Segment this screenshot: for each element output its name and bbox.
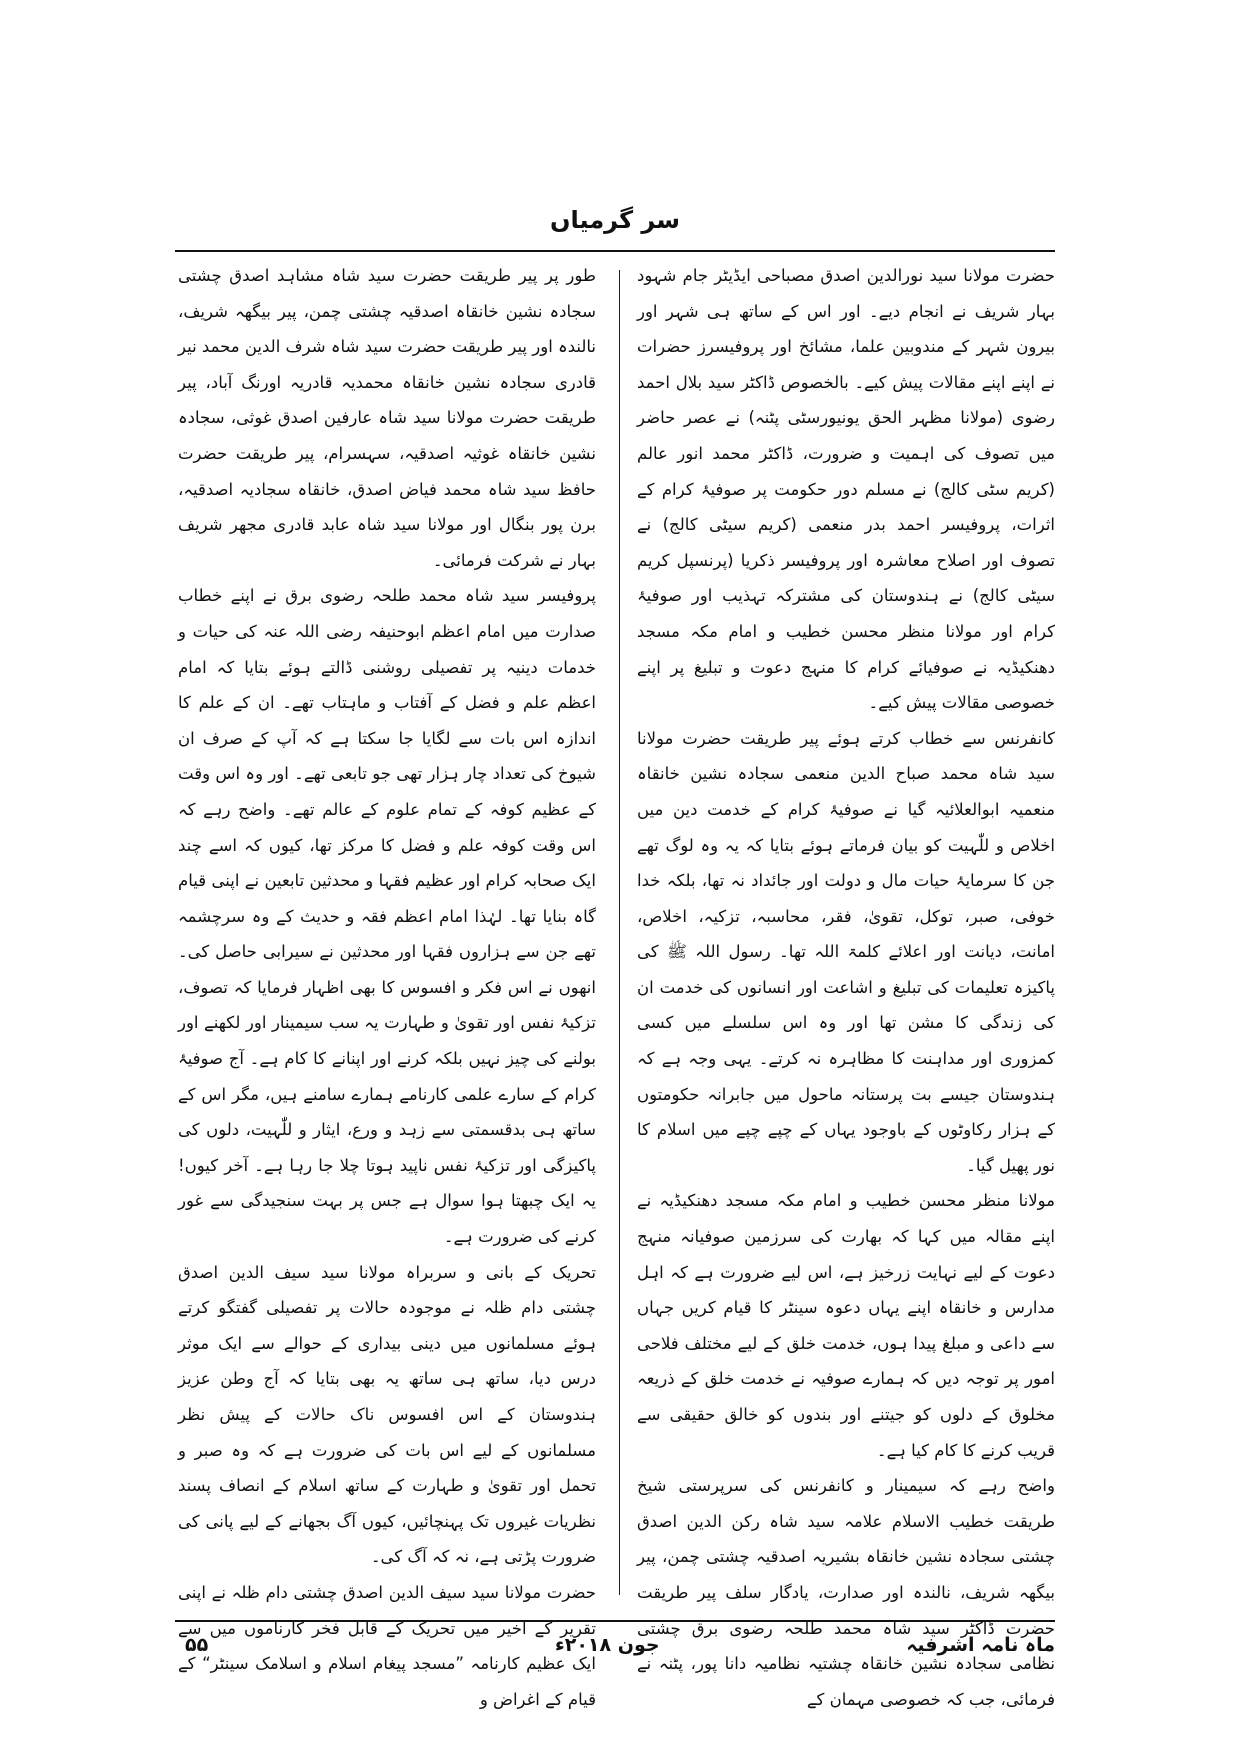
paragraph: پروفیسر سید شاہ محمد طلحہ رضوی برق نے اپنے خطاب صدارت میں امام اعظم ابوحنیفہ رضی اللہ عنہ کی حیات و خدمات دینیہ پر تفصیلی روشنی ڈالتے ہوئے بتایا کہ امام اعظم علم و فضل کے آفتاب و ماہتاب تھے۔ ان کے علم کا اندازہ اس بات سے لگایا جا سکتا ہے کہ آپ کے صرف ان شیوخ کی تعداد چار ہزار تھی جو تابعی تھے۔ اور وہ اس وقت کے عظیم کوفہ کے تمام علوم کے عالم تھے۔ واضح رہے کہ اس وقت کوفہ علم و فضل کا مرکز تھا، کیوں کہ اسے چند ایک صحابہ کرام اور عظیم فقہا و محدثین تابعین نے اپنی قیام گاہ بنایا تھا۔ لہٰذا امام اعظم فقہ و حدیث کے وہ سرچشمہ تھے جن سے ہزاروں فقہا اور محدثین نے سیرابی حاصل کی۔ انھوں نے اس فکر و افسوس کا بھی اظہار فرمایا کہ تصوف، تزکیۂ نفس اور تقویٰ و طہارت یہ سب سیمینار اور لکھنے اور بولنے کی چیز نہیں بلکہ کرنے اور اپنانے کا کام ہے۔ آج صوفیۂ کرام کے سارے علمی کارنامے ہمارے سامنے ہیں، مگر اس کے ساتھ ہی بدقسمتی سے زہد و ورع، ایثار و للّٰہیت، دلوں کی پاکیزگی اور تزکیۂ نفس ناپید ہوتا چلا جا رہا ہے۔ آخر کیوں! یہ ایک چبھتا ہوا سوال ہے جس پر بہت سنجیدگی سے غور کرنے کی ضرورت ہے۔ xyxy=(178,586,596,1247)
paragraph: حضرت مولانا سید سیف الدین اصدق چشتی دام ظلہ نے اپنی تقریر کے اخیر میں تحریک کے قابل فخر کارناموں میں سے ایک عظیم کارنامہ ”مسجد پیغام اسلام و اسلامک سینٹر“ کے قیام کے اغراض و xyxy=(178,1582,596,1709)
column-divider xyxy=(619,270,620,1595)
paragraph: تحریک کے بانی و سربراہ مولانا سید سیف الدین اصدق چشتی دام ظلہ نے موجودہ حالات پر تفصیلی گفتگو کرتے ہوئے مسلمانوں میں دینی بیداری کے حوالے سے ایک موثر درس دیا، ساتھ ہی ساتھ یہ بھی بتایا کہ آج وطن عزیز ہندوستان کے اس افسوس ناک حالات کے پیش نظر مسلمانوں کے لیے اس بات کی ضرورت ہے کہ وہ صبر و تحمل اور تقویٰ و طہارت کے ساتھ اسلام کے انصاف پسند نظریات غیروں تک پہنچائیں، کیوں آگ بجھانے کے لیے پانی کی ضرورت پڑتی ہے، نہ کہ آگ کی۔ xyxy=(178,1262,596,1567)
page-number: ۵۵ xyxy=(185,1634,209,1656)
magazine-name: ماہ نامہ اشرفیہ xyxy=(906,1634,1055,1656)
page-footer xyxy=(175,1620,1055,1670)
paragraph: کانفرنس سے خطاب کرتے ہوئے پیر طریقت حضرت مولانا سید شاہ محمد صباح الدین منعمی سجادہ نشین خانقاہ منعمیہ ابوالعلائیہ گیا نے صوفیۂ کرام کے خدمت دین میں اخلاص و للّٰہیت کو بیان فرماتے ہوئے بتایا کہ یہ وہ لوگ تھے جن کا سرمایۂ حیات مال و دولت اور جائداد نہ تھا، بلکہ خدا خوفی، صبر، توکل، تقویٰ، فقر، محاسبہ، تزکیہ، اخلاص، امانت، دیانت اور اعلائے کلمۃ اللہ تھا۔ رسول اللہ ﷺ کی پاکیزہ تعلیمات کی تبلیغ و اشاعت اور انسانوں کی خدمت ان کی زندگی کا مشن تھا اور وہ اس سلسلے میں کسی کمزوری اور مداہنت کا مظاہرہ نہ کرتے۔ یہی وجہ ہے کہ ہندوستان جیسے بت پرستانہ ماحول میں جابرانہ حکومتوں کے ہزار رکاوٹوں کے باوجود یہاں کے چپے چپے میں اسلام کا نور پھیل گیا۔ xyxy=(637,728,1055,1175)
paragraph: مولانا منظر محسن خطیب و امام مکہ مسجد دھنکیڈیہ نے اپنے مقالہ میں کہا کہ بھارت کی سرزمین صوفیانہ منہج دعوت کے لیے نہایت زرخیز ہے، اس لیے ضرورت ہے کہ اہل مدارس و خانقاہ اپنے یہاں دعوہ سینٹر کا قیام کریں جہاں سے داعی و مبلغ پیدا ہوں، خدمت خلق کے لیے مختلف فلاحی امور پر توجہ دیں کہ ہمارے صوفیہ نے خدمت خلق کے ذریعہ مخلوق کے دلوں کو جیتنے اور بندوں کو خالق حقیقی سے قریب کرنے کا کام کیا ہے۔ xyxy=(637,1191,1055,1460)
issue-date: جون ۲۰۱۸ء xyxy=(555,1634,660,1656)
footer-rule xyxy=(175,1620,1055,1622)
header-rule xyxy=(175,250,1055,252)
page-header xyxy=(175,200,1055,262)
paragraph: واضح رہے کہ سیمینار و کانفرنس کی سرپرستی شیخ طریقت خطیب الاسلام علامہ سید شاہ رکن الدین اصدق چشتی سجادہ نشین خانقاہ بشیریہ اصدقیہ چشتی چمن، پیر بیگھہ شریف، نالندہ اور صدارت، یادگار سلف پیر طریقت حضرت ڈاکٹر سید شاہ محمد طلحہ رضوی برق چشتی نظامی سجادہ نشین خانقاہ چشتیہ نظامیہ دانا پور، پٹنہ نے فرمائی، جب کہ خصوصی مہمان کے xyxy=(637,1476,1055,1709)
paragraph: طور پر پیر طریقت حضرت سید شاہ مشاہد اصدق چشتی سجادہ نشین خانقاہ اصدقیہ چشتی چمن، پیر بیگھہ شریف، نالندہ اور پیر طریقت حضرت سید شاہ شرف الدین محمد نیر قادری سجادہ نشین خانقاہ محمدیہ قادریہ اورنگ آباد، پیر طریقت حضرت مولانا سید شاہ عارفین اصدق غوثی، سجادہ نشین خانقاہ غوثیہ اصدقیہ، سہسرام، پیر طریقت حضرت حافظ سید شاہ محمد فیاض اصدق، خانقاہ سجادیہ اصدقیہ، برن پور بنگال اور مولانا سید شاہ عابد قادری مجھر شریف بہار نے شرکت فرمائی۔ xyxy=(178,266,596,570)
paragraph: حضرت مولانا سید نورالدین اصدق مصباحی ایڈیٹر جام شہود بہار شریف نے انجام دیے۔ اور اس کے ساتھ ہی شہر اور بیرون شہر کے مندوبین علما، مشائخ اور پروفیسرز حضرات نے اپنے اپنے مقالات پیش کیے۔ بالخصوص ڈاکٹر سید بلال احمد رضوی (مولانا مظہر الحق یونیورسٹی پٹنہ) نے عصر حاضر میں تصوف کی اہمیت و ضرورت، ڈاکٹر محمد انور عالم (کریم سٹی کالج) نے مسلم دور حکومت پر صوفیۂ کرام کے اثرات، پروفیسر احمد بدر منعمی (کریم سیٹی کالج) نے تصوف اور اصلاح معاشرہ اور پروفیسر ذکریا (پرنسپل کریم سیٹی کالج) نے ہندوستان کی مشترکہ تہذیب اور صوفیۂ کرام اور مولانا منظر محسن خطیب و امام مکہ مسجد دھنکیڈیہ نے صوفیائے کرام کا منہج دعوت و تبلیغ پر اپنے خصوصی مقالات پیش کیے۔ xyxy=(637,266,1055,713)
section-title: سر گرمیاں xyxy=(550,206,680,234)
